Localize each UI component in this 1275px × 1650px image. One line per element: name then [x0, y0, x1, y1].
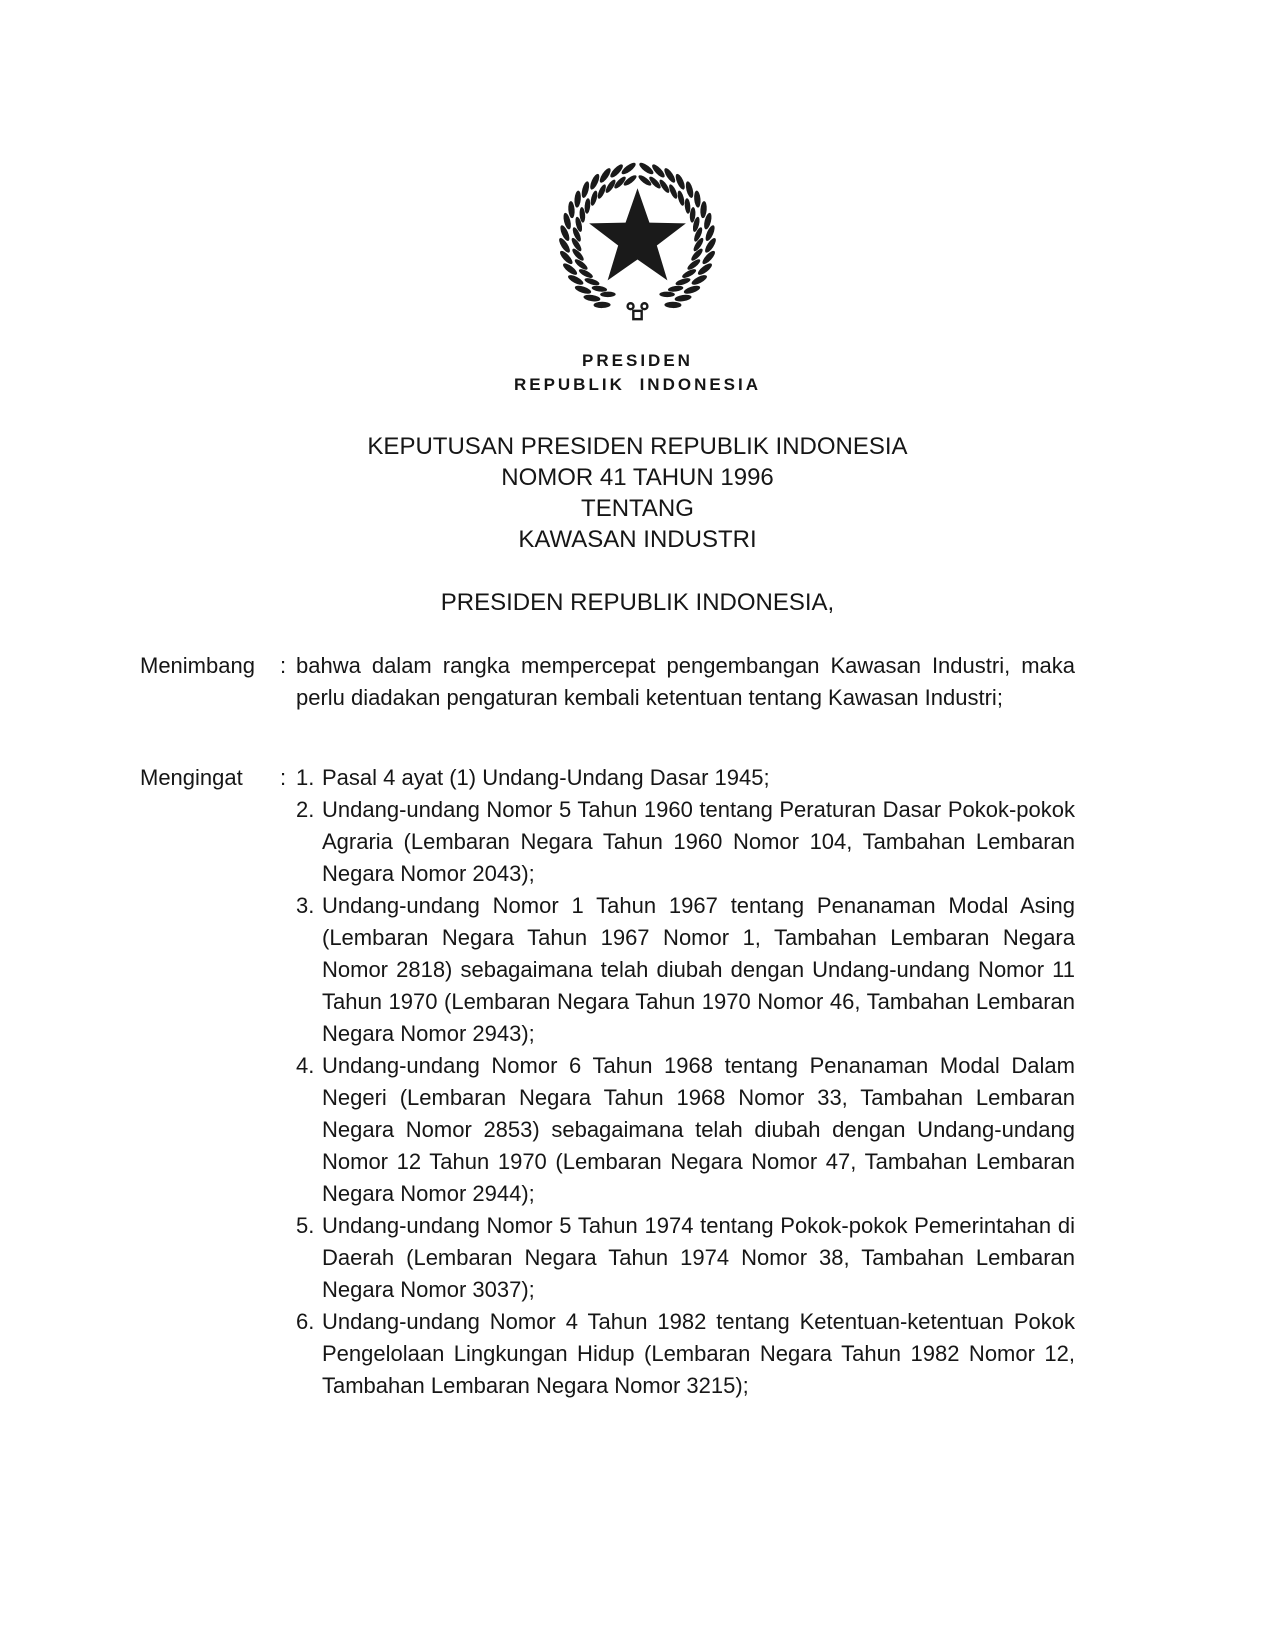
seal-caption-line1: PRESIDEN	[582, 351, 693, 370]
list-item-number: 1.	[296, 765, 315, 790]
list-item-number: 4.	[296, 1053, 315, 1078]
section-menimbang	[140, 650, 1075, 714]
list-item-number: 6.	[296, 1309, 315, 1334]
list-item	[296, 762, 1075, 794]
decree-title	[0, 431, 1275, 555]
presidential-seal-icon	[545, 153, 730, 329]
list-item-number: 2.	[296, 797, 315, 822]
section-colon: :	[280, 653, 287, 678]
document-body	[140, 650, 1075, 1402]
seal-ribbon-icon	[628, 303, 648, 319]
menimbang-paragraph: bahwa dalam rangka mempercepat pengembangan Kawasan Industri, maka perlu diadakan pengaturan kembali ketentuan tentang Kawasan Industri;	[296, 653, 1075, 710]
list-item	[296, 1306, 1075, 1402]
list-item	[296, 1050, 1075, 1210]
section-colon: :	[280, 765, 287, 790]
list-item	[296, 794, 1075, 890]
decree-title-line1: KEPUTUSAN PRESIDEN REPUBLIK INDONESIA	[367, 433, 908, 460]
section-label: Menimbang	[140, 653, 255, 678]
seal-caption-line2: REPUBLIK INDONESIA	[513, 375, 762, 394]
decree-subject-line: KAWASAN INDUSTRI	[518, 526, 757, 553]
salutation-line: PRESIDEN REPUBLIK INDONESIA,	[440, 589, 835, 616]
list-item	[296, 1210, 1075, 1306]
list-item-text: Undang-undang Nomor 5 Tahun 1974 tentang Pokok-pokok Pemerintahan di Daerah (Lembaran Negara Tahun 1974 Nomor 38, Tambahan Lembaran Negara Nomor 3037);	[322, 1213, 1075, 1302]
decree-tentang-line: TENTANG	[581, 495, 694, 522]
star-icon	[589, 188, 686, 280]
document-header	[0, 153, 1275, 397]
list-item-text: Undang-undang Nomor 1 Tahun 1967 tentang Penanaman Modal Asing (Lembaran Negara Tahun 1967 Nomor 1, Tambahan Lembaran Negara Nomor 2818) sebagaimana telah diubah dengan Undang-undang Nomor 11 Tahun 1970 (Lembaran Negara Tahun 1970 Nomor 46, Tambahan Lembaran Negara Nomor 2943);	[322, 893, 1075, 1046]
list-item-text: Undang-undang Nomor 6 Tahun 1968 tentang Penanaman Modal Dalam Negeri (Lembaran Negara Tahun 1968 Nomor 33, Tambahan Lembaran Negara Nomor 2853) sebagaimana telah diubah dengan Undang-undang Nomor 12 Tahun 1970 (Lembaran Negara Nomor 47, Tambahan Lembaran Negara Nomor 2944);	[322, 1053, 1075, 1206]
section-label: Mengingat	[140, 765, 243, 790]
section-mengingat	[140, 762, 1075, 1402]
list-item-text: Pasal 4 ayat (1) Undang-Undang Dasar 1945;	[322, 765, 770, 790]
list-item-text: Undang-undang Nomor 4 Tahun 1982 tentang Ketentuan-ketentuan Pokok Pengelolaan Lingkungan Hidup (Lembaran Negara Tahun 1982 Nomor 12, Tambahan Lembaran Negara Nomor 3215);	[322, 1309, 1075, 1398]
mengingat-list	[296, 762, 1075, 1402]
list-item-number: 3.	[296, 893, 315, 918]
list-item	[296, 890, 1075, 1050]
list-item-text: Undang-undang Nomor 5 Tahun 1960 tentang Peraturan Dasar Pokok-pokok Agraria (Lembaran Negara Tahun 1960 Nomor 104, Tambahan Lembaran Negara Nomor 2043);	[322, 797, 1075, 886]
list-item-number: 5.	[296, 1213, 315, 1238]
decree-number-line: NOMOR 41 TAHUN 1996	[501, 464, 774, 491]
